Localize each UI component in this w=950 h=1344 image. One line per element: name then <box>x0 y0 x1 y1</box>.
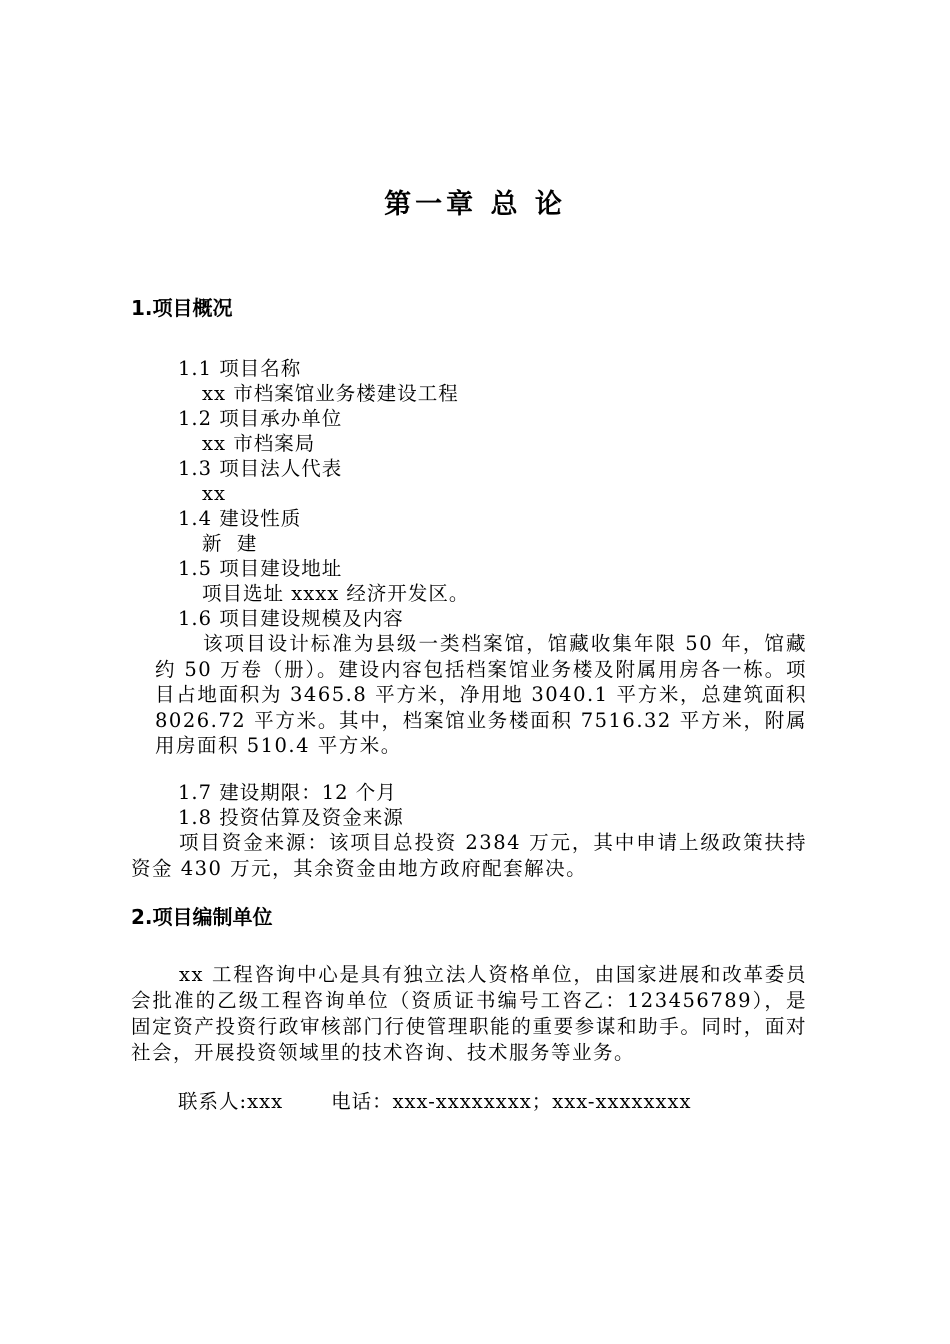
item-label-nature: 1.4 建设性质 <box>178 507 302 530</box>
contact-phone: 电话：xxx-xxxxxxxx；xxx-xxxxxxxx <box>331 1090 692 1113</box>
item-value-legal-rep: xx <box>202 482 226 505</box>
item-value-investment: 项目资金来源：该项目总投资 2384 万元，其中申请上级政策扶持资金 430 万元，其余资金由地方政府配套解决。 <box>131 831 807 880</box>
section-heading-overview: 1.项目概况 <box>131 296 233 320</box>
contact-line <box>178 1089 692 1115</box>
item-label-sponsor: 1.2 项目承办单位 <box>178 407 343 430</box>
item-label-investment: 1.8 投资估算及资金来源 <box>178 806 404 829</box>
item-label-legal-rep: 1.3 项目法人代表 <box>178 457 343 480</box>
item-value-sponsor: xx 市档案局 <box>202 432 316 455</box>
section-heading-compiler: 2.项目编制单位 <box>131 905 273 929</box>
item-value-nature: 新 建 <box>202 532 258 555</box>
item-label-period: 1.7 建设期限：12 个月 <box>178 781 397 804</box>
contact-person: 联系人:xxx <box>178 1090 284 1113</box>
item-value-scale: 该项目设计标准为县级一类档案馆，馆藏收集年限 50 年，馆藏约 50 万卷（册）。建设内容包括档案馆业务楼及附属用房各一栋。项目占地面积为 3465.8 平方米，净用地 3040.1 平方米，总建筑面积 8026.72 平方米。其中，档案馆业务楼面积 7516.32 平方米，附属用房面积 510.4 平方米。 <box>155 632 807 757</box>
compiler-paragraph: xx 工程咨询中心是具有独立法人资格单位，由国家进展和改革委员会批准的乙级工程咨询单位（资质证书编号工咨乙：123456789），是固定资产投资行政审核部门行使管理职能的重要参谋和助手。同时，面对社会，开展投资领域里的技术咨询、技术服务等业务。 <box>131 963 807 1064</box>
item-value-address: 项目选址 xxxx 经济开发区。 <box>202 582 470 605</box>
item-label-address: 1.5 项目建设地址 <box>178 557 343 580</box>
item-value-project-name: xx 市档案馆业务楼建设工程 <box>202 382 459 405</box>
item-label-project-name: 1.1 项目名称 <box>178 357 302 380</box>
item-label-scale: 1.6 项目建设规模及内容 <box>178 607 404 630</box>
chapter-title: 第一章 总 论 <box>384 189 566 220</box>
